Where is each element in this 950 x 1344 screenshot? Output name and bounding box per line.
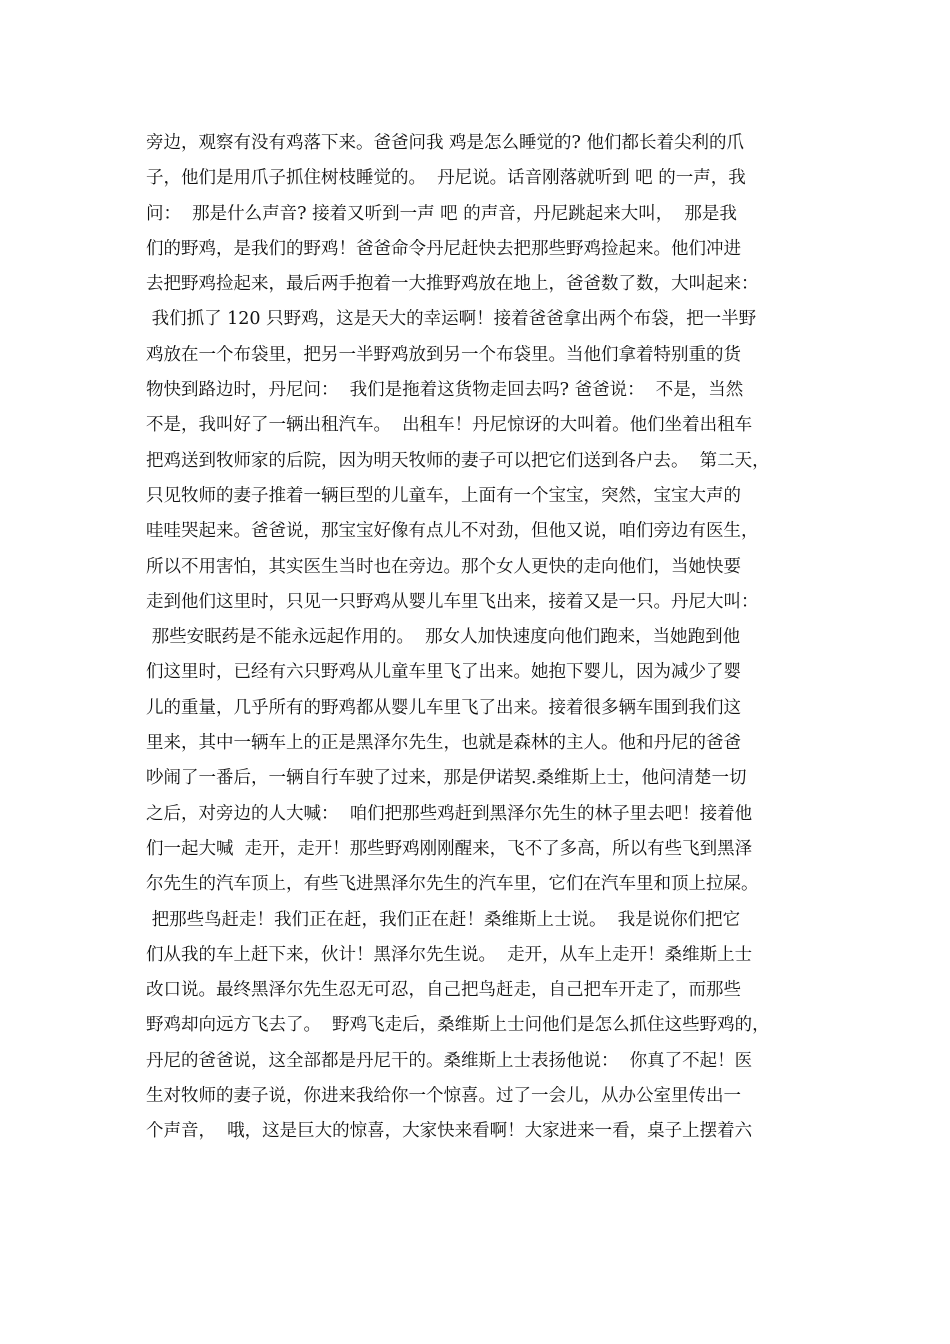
story-text-body — [146, 126, 826, 1150]
text-line: 们这里时，已经有六只野鸡从儿童车里飞了出来。她抱下婴儿，因为减少了婴 — [146, 662, 741, 683]
text-line: 物快到路边时，丹尼问： 我们是拖着这货物走回去吗? 爸爸说： 不是，当然 — [146, 380, 744, 401]
text-line: 儿的重量，几乎所有的野鸡都从婴儿车里飞了出来。接着很多辆车围到我们这 — [146, 697, 741, 718]
text-line: 把那些鸟赶走！我们正在赶，我们正在赶！桑维斯上士说。 我是说你们把它 — [146, 909, 741, 930]
text-line: 所以不用害怕，其实医生当时也在旁边。那个女人更快的走向他们，当她快要 — [146, 556, 741, 577]
text-line: 个声音， 哦，这是巨大的惊喜，大家快来看啊！大家进来一看，桌子上摆着六 — [146, 1121, 753, 1142]
text-line: 们的野鸡，是我们的野鸡！爸爸命令丹尼赶快去把那些野鸡捡起来。他们冲进 — [146, 238, 741, 259]
text-line: 野鸡却向远方飞去了。 野鸡飞走后，桑维斯上士问他们是怎么抓住这些野鸡的， — [146, 1015, 770, 1036]
text-line: 去把野鸡捡起来，最后两手抱着一大推野鸡放在地上，爸爸数了数，大叫起来： — [146, 274, 759, 295]
text-line: 我们抓了 120 只野鸡，这是天大的幸运啊！接着爸爸拿出两个布袋，把一半野 — [146, 309, 757, 330]
text-line: 子，他们是用爪子抓住树枝睡觉的。 丹尼说。话音刚落就听到 吧 的一声，我 — [146, 168, 746, 189]
text-line: 把鸡送到牧师家的后院，因为明天牧师的妻子可以把它们送到各户去。 第二天， — [146, 450, 770, 471]
text-line: 里来，其中一辆车上的正是黑泽尔先生，也就是森林的主人。他和丹尼的爸爸 — [146, 733, 741, 754]
text-line: 尔先生的汽车顶上，有些飞进黑泽尔先生的汽车里，它们在汽车里和顶上拉屎。 — [146, 874, 759, 895]
text-line: 吵闹了一番后，一辆自行车驶了过来，那是伊诺契.桑维斯上士，他问清楚一切 — [146, 768, 747, 789]
text-line: 丹尼的爸爸说，这全部都是丹尼干的。桑维斯上士表扬他说： 你真了不起！医 — [146, 1050, 753, 1071]
text-line: 之后，对旁边的人大喊： 咱们把那些鸡赶到黑泽尔先生的林子里去吧！接着他 — [146, 803, 753, 824]
text-line: 问： 那是什么声音? 接着又听到一声 吧 的声音，丹尼跳起来大叫， 那是我 — [146, 203, 737, 224]
text-line: 不是，我叫好了一辆出租汽车。 出租车！丹尼惊讶的大叫着。他们坐着出租车 — [146, 415, 753, 436]
text-line: 只见牧师的妻子推着一辆巨型的儿童车，上面有一个宝宝，突然，宝宝大声的 — [146, 485, 741, 506]
text-line: 旁边，观察有没有鸡落下来。爸爸问我 鸡是怎么睡觉的? 他们都长着尖利的爪 — [146, 133, 745, 153]
text-line: 鸡放在一个布袋里，把另一半野鸡放到另一个布袋里。当他们拿着特别重的货 — [146, 344, 741, 365]
text-line: 哇哇哭起来。爸爸说，那宝宝好像有点儿不对劲，但他又说，咱们旁边有医生， — [146, 521, 759, 542]
text-line: 那些安眠药是不能永远起作用的。 那女人加快速度向他们跑来，当她跑到他 — [146, 627, 741, 648]
text-line: 们一起大喊 走开，走开！那些野鸡刚刚醒来，飞不了多高，所以有些飞到黑泽 — [146, 838, 753, 859]
text-line: 们从我的车上赶下来，伙计！黑泽尔先生说。 走开，从车上走开！桑维斯上士 — [146, 944, 753, 965]
text-line: 走到他们这里时，只见一只野鸡从婴儿车里飞出来，接着又是一只。丹尼大叫： — [146, 591, 759, 612]
text-line: 生对牧师的妻子说，你进来我给你一个惊喜。过了一会儿，从办公室里传出一 — [146, 1086, 741, 1107]
text-line: 改口说。最终黑泽尔先生忍无可忍，自己把鸟赶走，自己把车开走了，而那些 — [146, 980, 741, 1001]
